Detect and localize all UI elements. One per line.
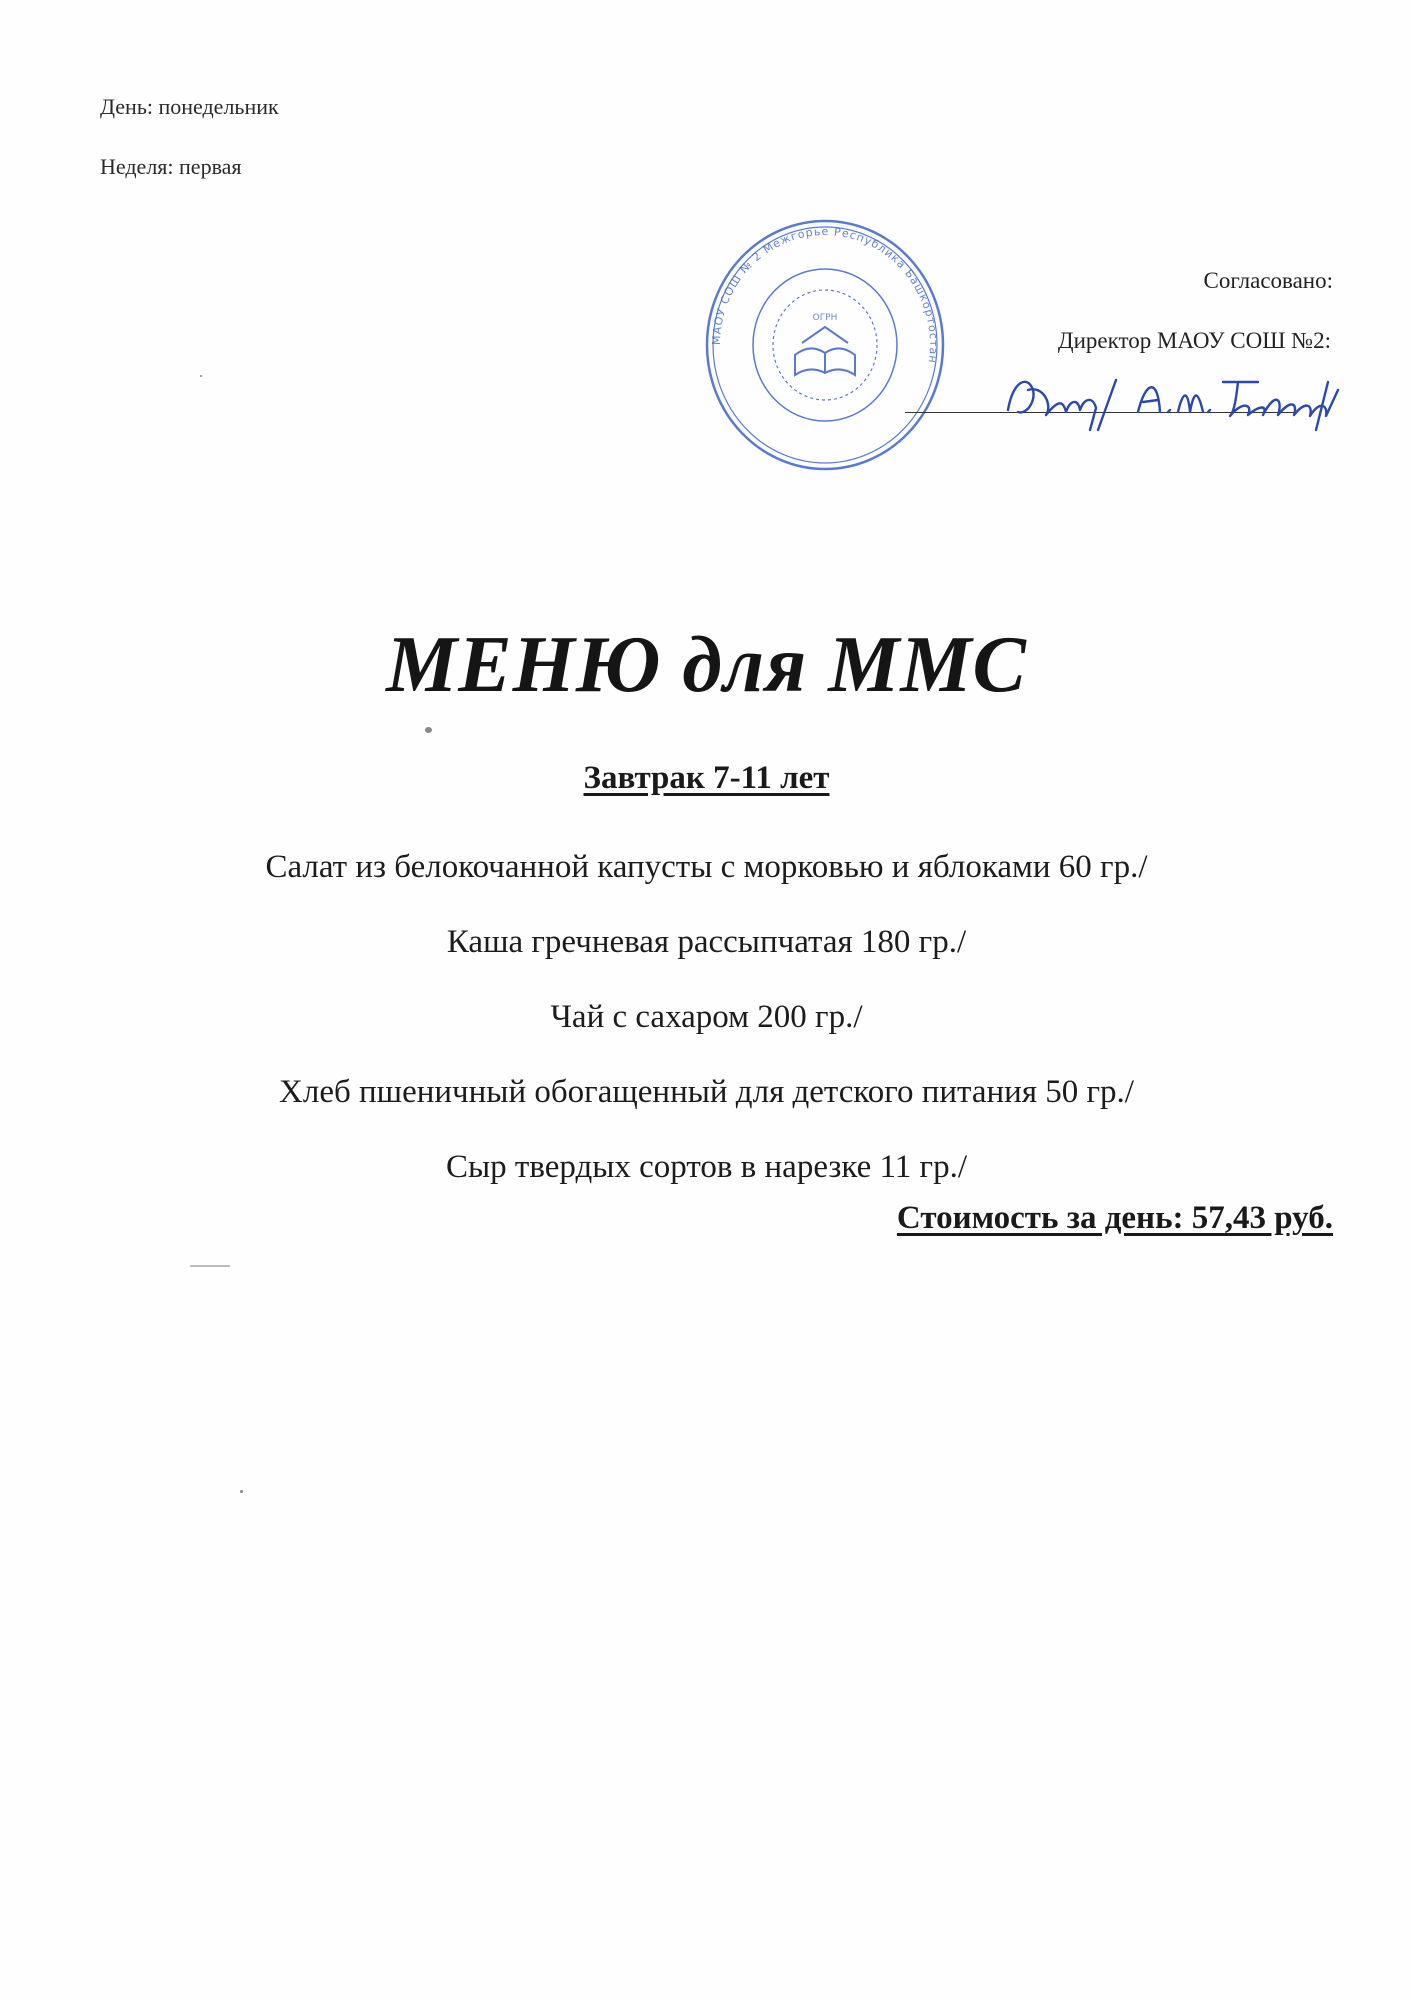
director-signature	[998, 360, 1348, 440]
scan-speck	[240, 1490, 243, 1493]
week-label: Неделя: первая	[100, 154, 242, 179]
menu-item: Сыр твердых сортов в нарезке 11 гр./	[445, 1149, 967, 1185]
scan-speck	[425, 727, 432, 733]
approved-label: Согласовано:	[1203, 268, 1333, 293]
menu-list	[0, 830, 1413, 1205]
svg-text:МАОУ СОШ № 2 Межгорье Республи	[710, 225, 940, 365]
daily-cost-total: Стоимость за день: 57,43 руб.	[896, 1200, 1333, 1236]
seal-text: МАОУ СОШ № 2 Межгорье Республика Башкортостан	[709, 224, 941, 365]
menu-item: Хлеб пшеничный обогащенный для детского питания 50 гр./	[279, 1074, 1134, 1110]
menu-item: Каша гречневая рассыпчатая 180 гр./	[446, 924, 967, 960]
scan-speck	[200, 375, 202, 377]
menu-item: Чай с сахаром 200 гр./	[550, 999, 863, 1035]
document-title: МЕНЮ для ММС	[386, 621, 1027, 709]
director-label: Директор МАОУ СОШ №2:	[1057, 328, 1331, 353]
scan-speck	[190, 1265, 230, 1267]
day-label: День: понедельник	[100, 94, 279, 119]
menu-item: Салат из белокочанной капусты с морковью и яблоками 60 гр./	[265, 849, 1148, 885]
school-seal-stamp	[700, 215, 950, 475]
meal-heading: Завтрак 7-11 лет	[583, 760, 830, 796]
svg-text:ОГРН: ОГРН	[812, 313, 838, 323]
